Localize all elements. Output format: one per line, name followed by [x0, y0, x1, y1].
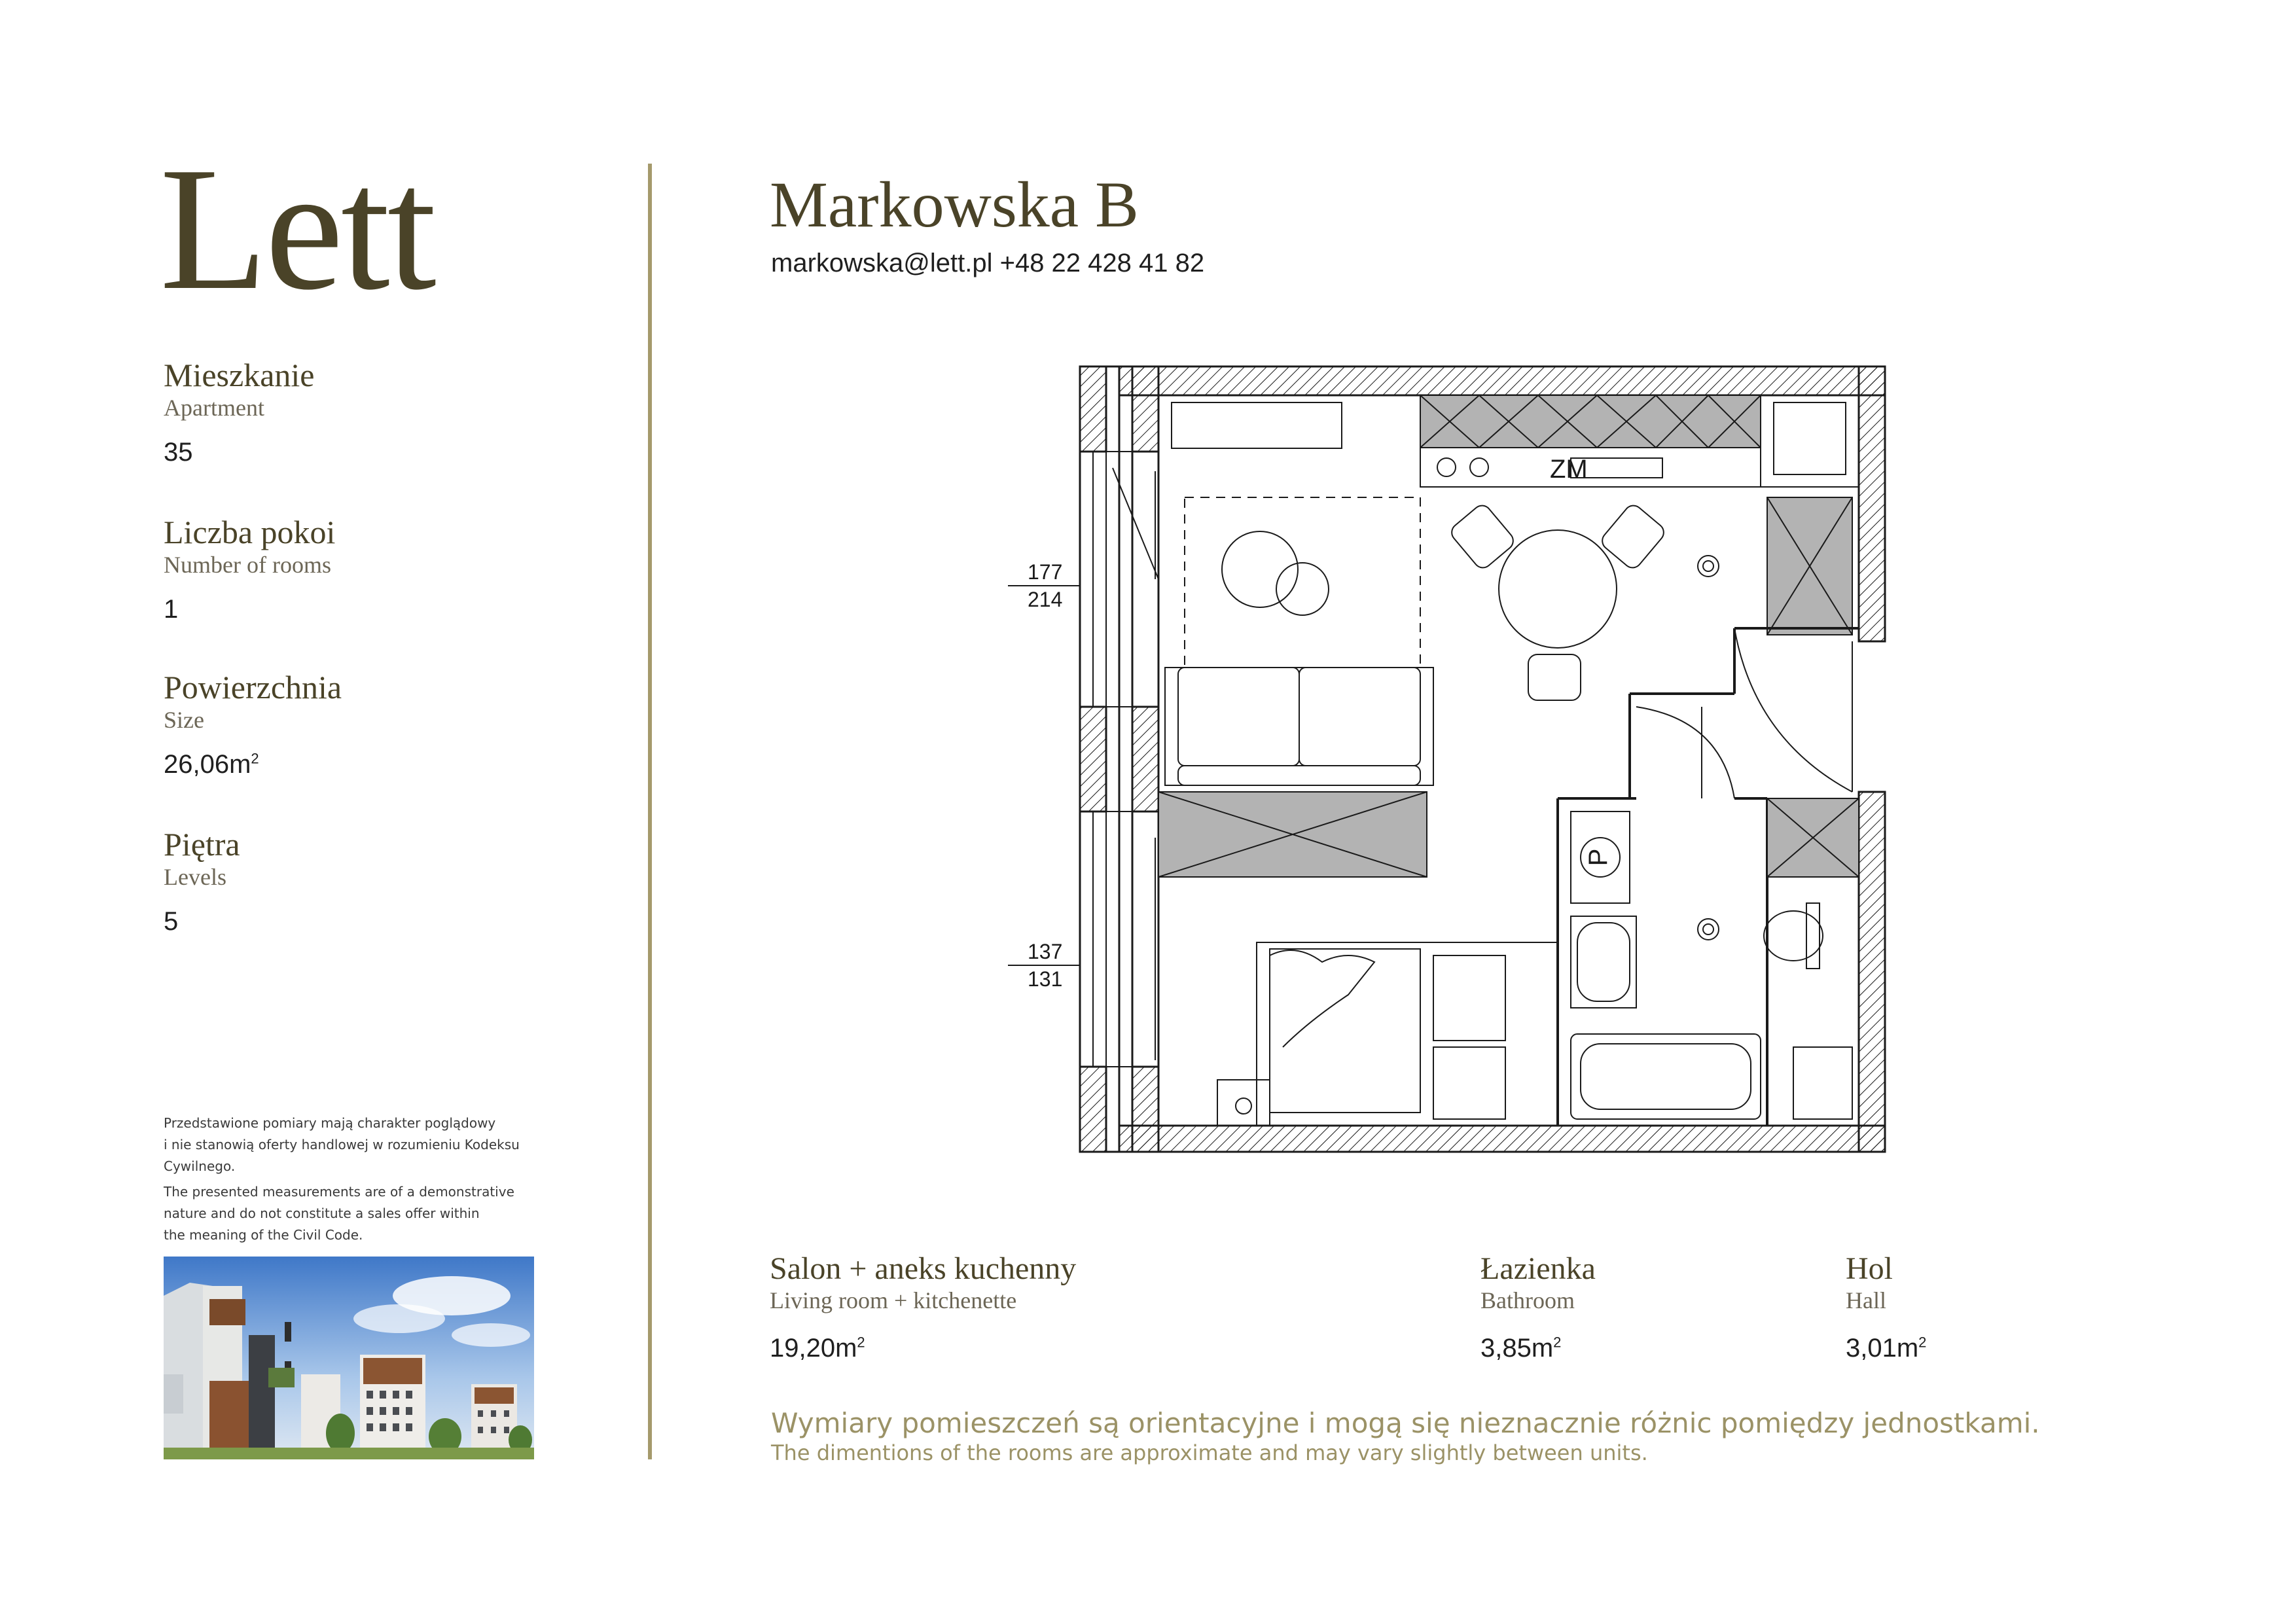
- apartment-number: 35: [164, 438, 193, 467]
- window-dim-top-2: 137: [1028, 940, 1063, 963]
- apartment-info: [164, 357, 530, 468]
- rooms-count-info: [164, 514, 530, 625]
- rooms-count-value: 1: [164, 595, 179, 624]
- building-name: Markowska B: [770, 168, 1139, 241]
- room-area-living: Salon + aneks kuchenny Living room + kitchenette $19,20m^2$: [770, 1251, 1077, 1363]
- rooms-count-label-en: Number of rooms: [164, 552, 331, 578]
- window-dim-bottom-2: 131: [1028, 967, 1063, 991]
- partition-wardrobe: [1158, 792, 1427, 877]
- wardrobe: [1761, 395, 1859, 635]
- levels-label: Piętra: [164, 826, 240, 863]
- label-zm: ZM: [1550, 455, 1588, 484]
- apartment-label: Mieszkanie: [164, 357, 315, 393]
- building-photo: [164, 1257, 534, 1459]
- contact-info: markowska@lett.pl +48 22 428 41 82: [771, 249, 1205, 277]
- apartment-label-en: Apartment: [164, 395, 264, 421]
- size-value: $26,06m^2$: [164, 750, 259, 779]
- room-area-bathroom: Łazienka Bathroom $3,85m^2$: [1480, 1251, 1596, 1363]
- dining-set: [1448, 502, 1667, 700]
- bed: [1257, 942, 1558, 1126]
- doors: [1636, 628, 1852, 798]
- levels-value: 5: [164, 907, 179, 936]
- note-en: The dimentions of the rooms are approximate and may vary slightly between units.: [771, 1440, 1648, 1465]
- rooms-count-label: Liczba pokoi: [164, 514, 336, 550]
- note-pl: Wymiary pomieszczeń są orientacyjne i mogą się nieznacznie różnic pomiędzy jednostkami.: [771, 1407, 2040, 1439]
- size-info: [164, 669, 530, 780]
- bathroom-fixtures: [1571, 798, 1859, 1119]
- window-dim-top-1: 177: [1028, 560, 1063, 584]
- levels-info: [164, 826, 530, 937]
- kitchen-counter: [1420, 395, 1761, 487]
- size-label-en: Size: [164, 707, 204, 733]
- label-p: P: [1584, 848, 1613, 866]
- levels-label-en: Levels: [164, 864, 226, 890]
- size-label: Powierzchnia: [164, 669, 342, 705]
- brand-logo: Lett: [160, 131, 434, 327]
- column-divider: [648, 164, 652, 1459]
- sofa: [1165, 668, 1433, 785]
- room-area-hall: Hol Hall $3,01m^2$: [1846, 1251, 1927, 1363]
- floor-plan: [982, 340, 1898, 1165]
- window-dim-bottom-1: 214: [1028, 588, 1063, 611]
- disclaimer: Przedstawione pomiary mają charakter poglądowy i nie stanowią oferty handlowej w rozumieniu Kodeksu Cywilnego. The presented measurements are of a demonstrative nature and do not constitute a sales offer within the meaning of the Civil Code.: [164, 1115, 520, 1243]
